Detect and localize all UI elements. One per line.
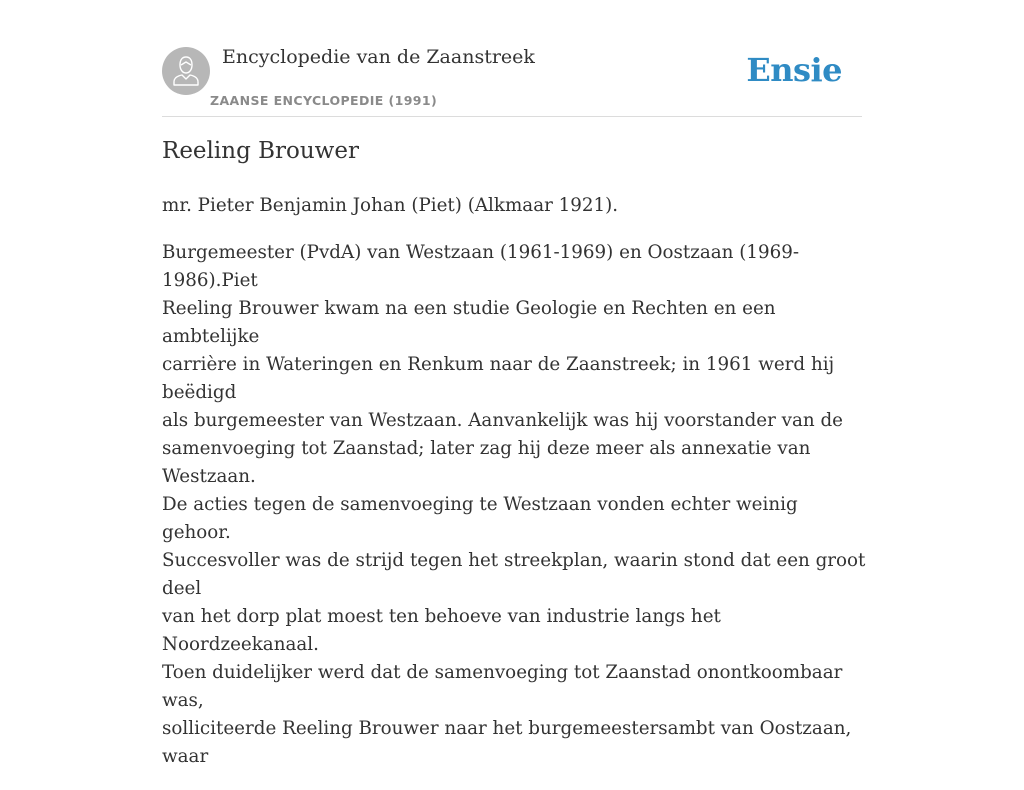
paragraph-line: als burgemeester van Westzaan. Aanvankelijk was hij voorstander van de xyxy=(162,410,843,431)
paragraph-line: solliciteerde Reeling Brouwer naar het burgemeestersambt van Oostzaan, waar xyxy=(162,718,852,767)
avatar[interactable] xyxy=(162,47,210,95)
source-subtitle[interactable]: ZAANSE ENCYCLOPEDIE (1991) xyxy=(210,93,438,108)
source-header xyxy=(162,46,862,117)
paragraph-line: carrière in Wateringen en Renkum naar de Zaanstreek; in 1961 werd hij beëdigd xyxy=(162,354,835,403)
article-paragraph xyxy=(162,239,872,771)
source-title[interactable]: Encyclopedie van de Zaanstreek xyxy=(222,46,535,68)
article-body xyxy=(162,192,872,790)
paragraph-line: De acties tegen de samenvoeging te Westzaan vonden echter weinig gehoor. xyxy=(162,494,798,543)
paragraph-line: Reeling Brouwer kwam na een studie Geologie en Rechten en een ambtelijke xyxy=(162,298,776,347)
paragraph-line: Burgemeester (PvdA) van Westzaan (1961-1969) en Oostzaan (1969-1986).Piet xyxy=(162,242,800,291)
brand-logo[interactable]: Ensie xyxy=(746,51,842,89)
article-title: Reeling Brouwer xyxy=(162,138,359,164)
article-intro: mr. Pieter Benjamin Johan (Piet) (Alkmaar 1921). xyxy=(162,195,619,216)
paragraph-line: Toen duidelijker werd dat de samenvoeging tot Zaanstad onontkoombaar was, xyxy=(162,662,843,711)
paragraph-line: van het dorp plat moest ten behoeve van industrie langs het Noordzeekanaal. xyxy=(162,606,721,655)
paragraph-line: samenvoeging tot Zaanstad; later zag hij deze meer als annexatie van Westzaan. xyxy=(162,438,811,487)
user-icon xyxy=(162,47,210,95)
paragraph-line: Succesvoller was de strijd tegen het streekplan, waarin stond dat een groot deel xyxy=(162,550,866,599)
